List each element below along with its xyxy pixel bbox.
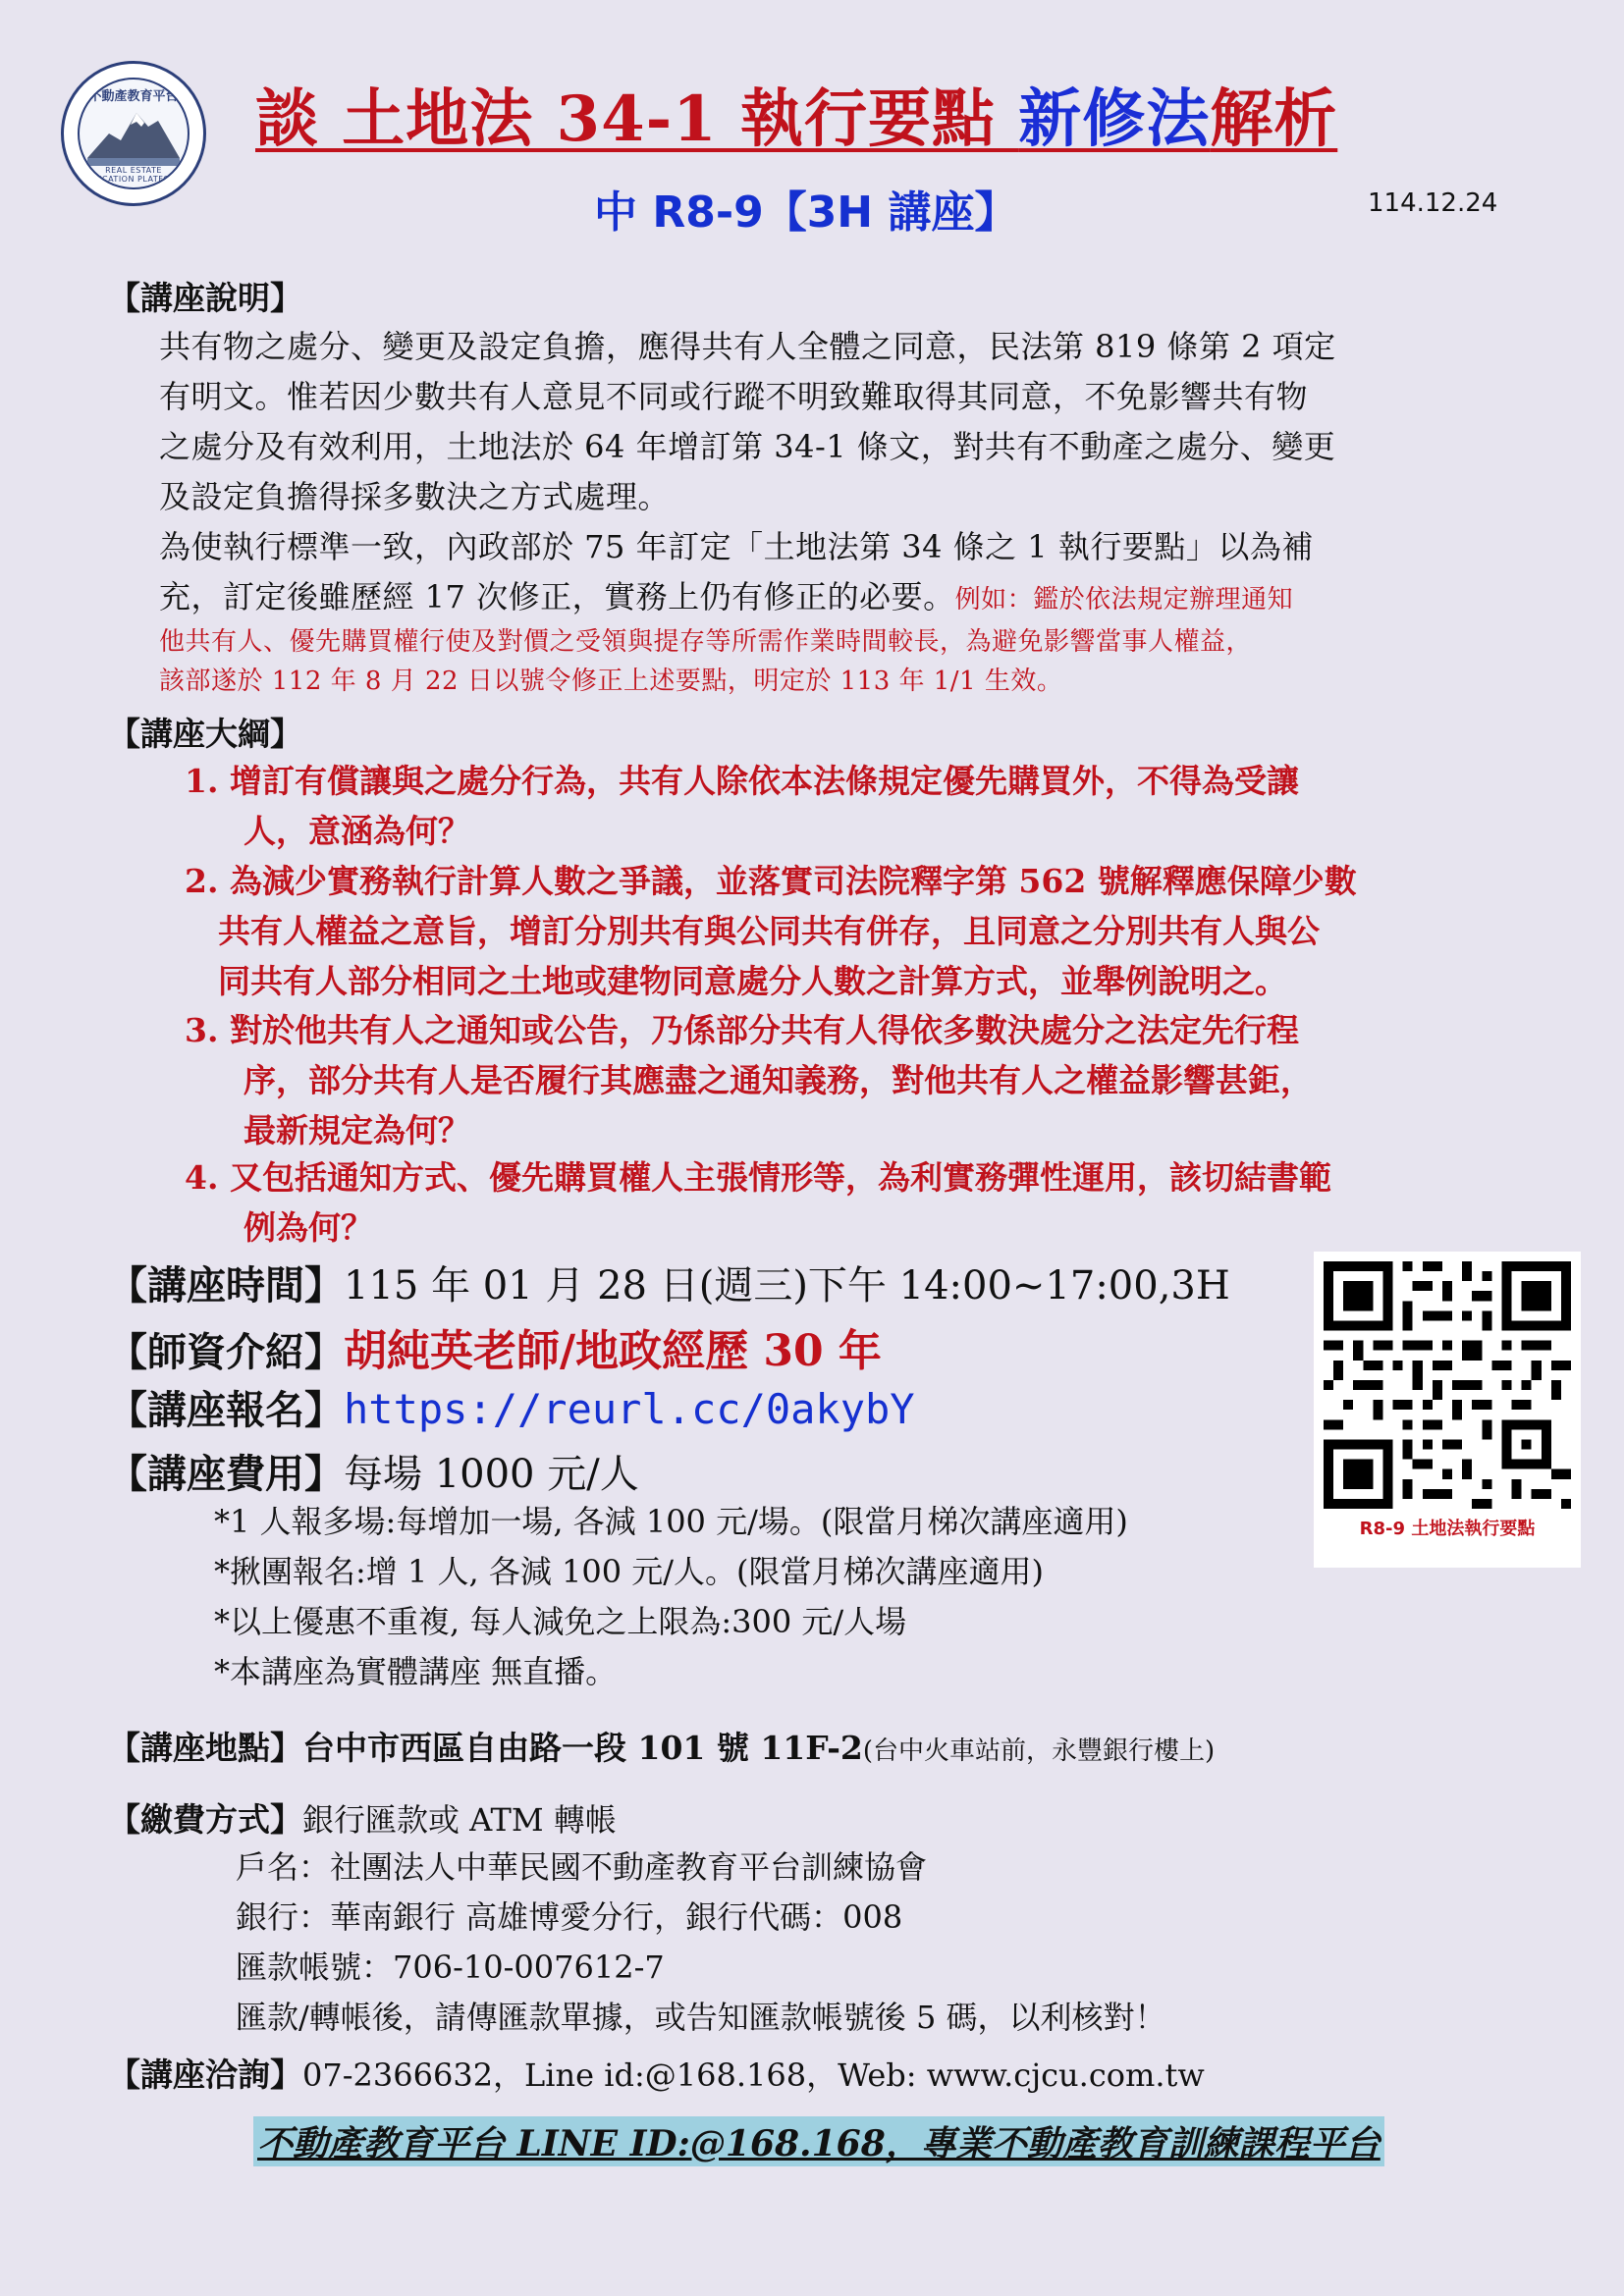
fee-notes xyxy=(214,1497,1128,1697)
payment-bank: 銀行：華南銀行 高雄博愛分行，銀行代碼：008 xyxy=(236,1898,903,1936)
page-title xyxy=(255,69,1337,159)
location-value: 台中市西區自由路一段 101 號 11F-2 xyxy=(302,1729,863,1767)
fee-value: 每場 1000 元/人 xyxy=(344,1452,639,1497)
document-date: 114.12.24 xyxy=(1368,188,1498,218)
outline-item-2 xyxy=(185,856,1357,1006)
outline-line: 同共有人部分相同之土地或建物同意處分人數之計算方式，並舉例說明之。 xyxy=(218,962,1287,1000)
time-label: 【講座時間】 xyxy=(108,1262,344,1308)
outline-item-1 xyxy=(185,756,1299,856)
outline-line: 最新規定為何？ xyxy=(244,1111,470,1149)
description-example-start: 例如：鑑於依法規定辦理通知 xyxy=(954,585,1294,614)
outline-line: 序，部分共有人是否履行其應盡之通知義務，對他共有人之權益影響甚鉅， xyxy=(244,1061,1313,1099)
outline-line: 例為何？ xyxy=(244,1208,373,1247)
fee-note: *揪團報名:增 1 人, 各減 100 元/人。(限當月梯次講座適用) xyxy=(214,1553,1045,1590)
outline-line: 共有人權益之意旨，增訂分別共有與公同共有併存，且同意之分別共有人與公 xyxy=(218,912,1320,950)
description-line: 為使執行標準一致，內政部於 75 年訂定「土地法第 34 條之 1 執行要點」以為補 xyxy=(159,528,1314,565)
payment-label: 【繳費方式】 xyxy=(108,1800,302,1839)
location-row xyxy=(108,1723,1215,1769)
teacher-value: 胡純英老師/地政經歷 30 年 xyxy=(344,1326,882,1376)
teacher-label: 【師資介紹】 xyxy=(108,1329,344,1375)
logo-ring-text: 不動產教育平台 xyxy=(88,89,179,104)
qr-code[interactable] xyxy=(1314,1252,1581,1568)
logo-english-text: REAL ESTATE EDUCATION PLATFORM xyxy=(83,166,184,184)
time-row xyxy=(108,1255,1230,1310)
payment-value: 銀行匯款或 ATM 轉帳 xyxy=(302,1801,617,1839)
logo xyxy=(61,61,206,206)
location-label: 【講座地點】 xyxy=(108,1729,302,1767)
description-example-line: 該部遂於 112 年 8 月 22 日以號令修正上述要點，明定於 113 年 1/1 生效。 xyxy=(159,667,1063,696)
logo-emblem xyxy=(78,78,189,189)
description-heading: 【講座說明】 xyxy=(108,279,302,317)
contact-label: 【講座洽詢】 xyxy=(108,2056,302,2094)
description-example-line: 他共有人、優先購買權行使及對價之受領與提存等所需作業時間較長，為避免影響當事人權益， xyxy=(159,627,1253,657)
fee-note: *以上優惠不重複, 每人減免之上限為:300 元/人場 xyxy=(214,1603,907,1640)
time-value: 115 年 01 月 28 日(週三)下午 14:00~17:00,3H xyxy=(344,1263,1230,1308)
outline-line: 2. 為減少實務執行計算人數之爭議，並落實司法院釋字第 562 號解釋應保障少數 xyxy=(185,862,1357,900)
payment-instruction: 匯款/轉帳後，請傳匯款單據，或告知匯款帳號後 5 碼，以利核對！ xyxy=(236,1999,1166,2036)
description-line: 及設定負擔得採多數決之方式處理。 xyxy=(159,478,671,515)
qr-code-icon xyxy=(1324,1261,1571,1509)
payment-row xyxy=(108,1794,617,1841)
footer-banner: 不動產教育平台 LINE ID:@168.168，專業不動產教育訓練課程平台 xyxy=(253,2116,1384,2166)
payment-details xyxy=(236,1842,1166,2043)
fee-label: 【講座費用】 xyxy=(108,1451,344,1497)
page-subtitle: 中 R8-9【3H 講座】 xyxy=(594,187,1018,238)
outline-line: 人，意涵為何？ xyxy=(244,812,470,850)
payment-account-number: 匯款帳號：706-10-007612-7 xyxy=(236,1949,665,1986)
outline-line: 4. 又包括通知方式、優先購買權人主張情形等，為利實務彈性運用，該切結書範 xyxy=(185,1158,1331,1197)
contact-row xyxy=(108,2050,1205,2096)
title-main: 談 土地法 34-1 執行要點 xyxy=(255,82,1019,156)
description-line: 共有物之處分、變更及設定負擔，應得共有人全體之同意，民法第 819 條第 2 項定 xyxy=(159,328,1336,365)
description-line xyxy=(159,572,1553,622)
signup-row xyxy=(108,1379,915,1435)
title-highlight: 新修法 xyxy=(1018,82,1211,156)
outline-heading: 【講座大綱】 xyxy=(108,715,302,753)
qr-caption: R8-9 土地法執行要點 xyxy=(1359,1519,1536,1539)
description-line-text: 充，訂定後雖歷經 17 次修正，實務上仍有修正的必要。 xyxy=(159,578,955,615)
location-note: (台中火車站前，永豐銀行樓上) xyxy=(862,1736,1216,1766)
outline-item-4 xyxy=(185,1152,1331,1253)
outline-line: 1. 增訂有償讓與之處分行為，共有人除依本法條規定優先購買外，不得為受讓 xyxy=(185,762,1299,800)
fee-note: *本講座為實體講座 無直播。 xyxy=(214,1653,618,1690)
signup-link[interactable]: https://reurl.cc/0akybY xyxy=(344,1385,915,1433)
fee-row xyxy=(108,1443,639,1499)
contact-value: 07-2366632，Line id:@168.168，Web: www.cjcu.com.tw xyxy=(302,2056,1205,2094)
title-end: 解析 xyxy=(1210,82,1338,156)
outline-item-3 xyxy=(185,1005,1313,1155)
teacher-row xyxy=(108,1315,882,1378)
payment-account-name: 戶名：社團法人中華民國不動產教育平台訓練協會 xyxy=(236,1848,928,1886)
outline-line: 3. 對於他共有人之通知或公告，乃係部分共有人得依多數決處分之法定先行程 xyxy=(185,1011,1299,1049)
fee-note: *1 人報多場:每增加一場, 各減 100 元/場。(限當月梯次講座適用) xyxy=(214,1503,1128,1540)
signup-label: 【講座報名】 xyxy=(108,1387,344,1433)
description-line: 之處分及有效利用，土地法於 64 年增訂第 34-1 條文，對共有不動產之處分、變更 xyxy=(159,428,1336,465)
description-body xyxy=(159,322,1553,701)
description-line: 有明文。惟若因少數共有人意見不同或行蹤不明致難取得其同意，不免影響共有物 xyxy=(159,378,1309,415)
